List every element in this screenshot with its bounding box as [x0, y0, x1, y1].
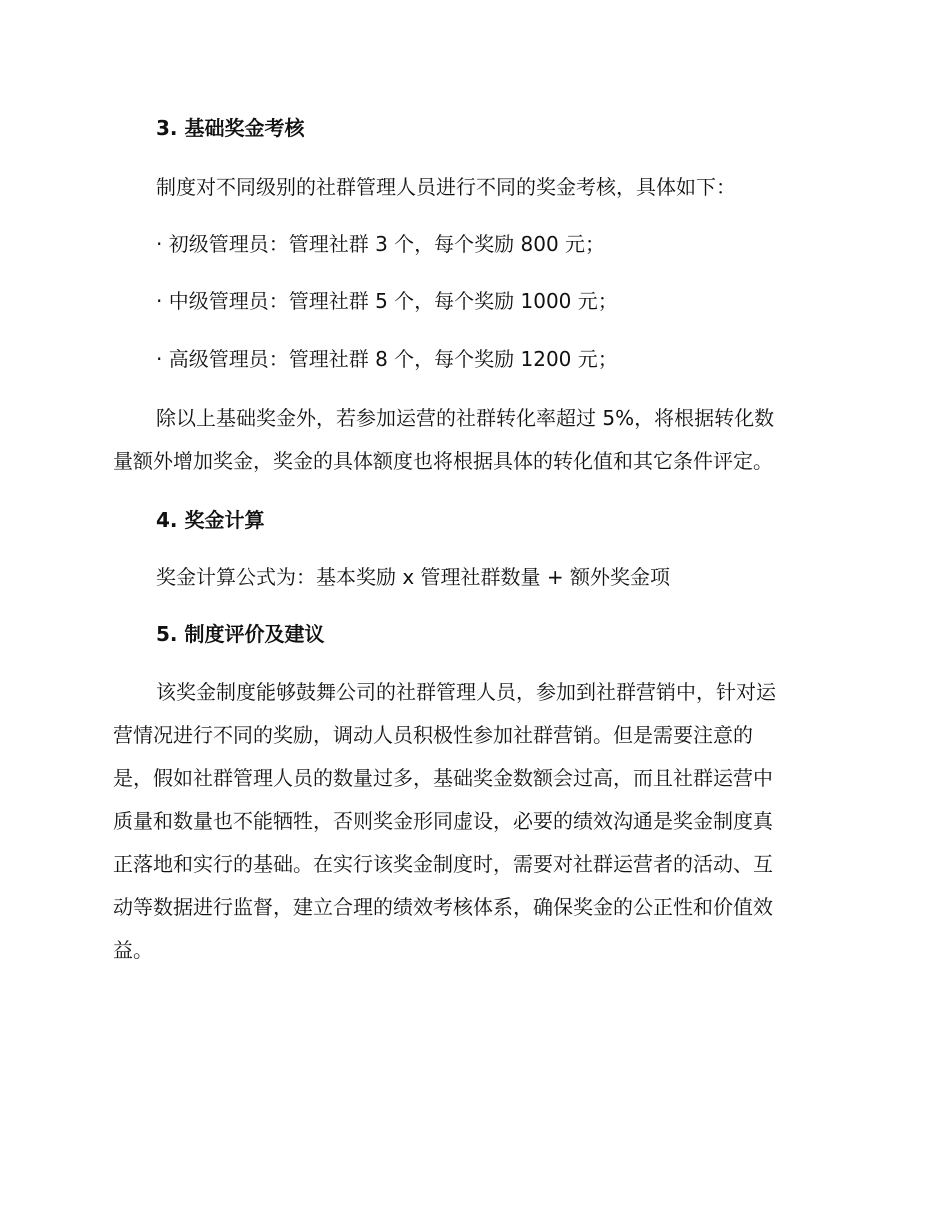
bullet-mid-admin: · 中级管理员：管理社群 5 个，每个奖励 1000 元； [156, 289, 618, 313]
section-3-heading: 3. 基础奖金考核 [156, 116, 305, 140]
bonus-formula: 奖金计算公式为：基本奖励 x 管理社群数量 + 额外奖金项 [156, 565, 671, 589]
section-5-line-4: 质量和数量也不能牺牲，否则奖金形同虚设，必要的绩效沟通是奖金制度真 [113, 809, 773, 833]
section-5-line-5: 正落地和实行的基础。在实行该奖金制度时，需要对社群运营者的活动、互 [113, 852, 773, 876]
bullet-junior-admin: · 初级管理员：管理社群 3 个，每个奖励 800 元； [156, 232, 606, 256]
bullet-senior-admin: · 高级管理员：管理社群 8 个，每个奖励 1200 元； [156, 347, 618, 371]
section-3-extra-line-2: 量额外增加奖金，奖金的具体额度也将根据具体的转化值和其它条件评定。 [113, 449, 773, 473]
section-5-line-7: 益。 [113, 938, 153, 962]
section-5-line-6: 动等数据进行监督，建立合理的绩效考核体系，确保奖金的公正性和价值效 [113, 895, 773, 919]
section-3-intro: 制度对不同级别的社群管理人员进行不同的奖金考核，具体如下： [156, 175, 736, 199]
section-3-extra-line-1: 除以上基础奖金外，若参加运营的社群转化率超过 5%，将根据转化数 [156, 406, 775, 430]
section-5-line-3: 是，假如社群管理人员的数量过多，基础奖金数额会过高，而且社群运营中 [113, 766, 773, 790]
section-4-heading: 4. 奖金计算 [156, 508, 265, 532]
section-5-line-2: 营情况进行不同的奖励，调动人员积极性参加社群营销。但是需要注意的 [113, 723, 753, 747]
section-5-heading: 5. 制度评价及建议 [156, 622, 325, 646]
section-5-line-1: 该奖金制度能够鼓舞公司的社群管理人员，参加到社群营销中，针对运 [156, 680, 776, 704]
